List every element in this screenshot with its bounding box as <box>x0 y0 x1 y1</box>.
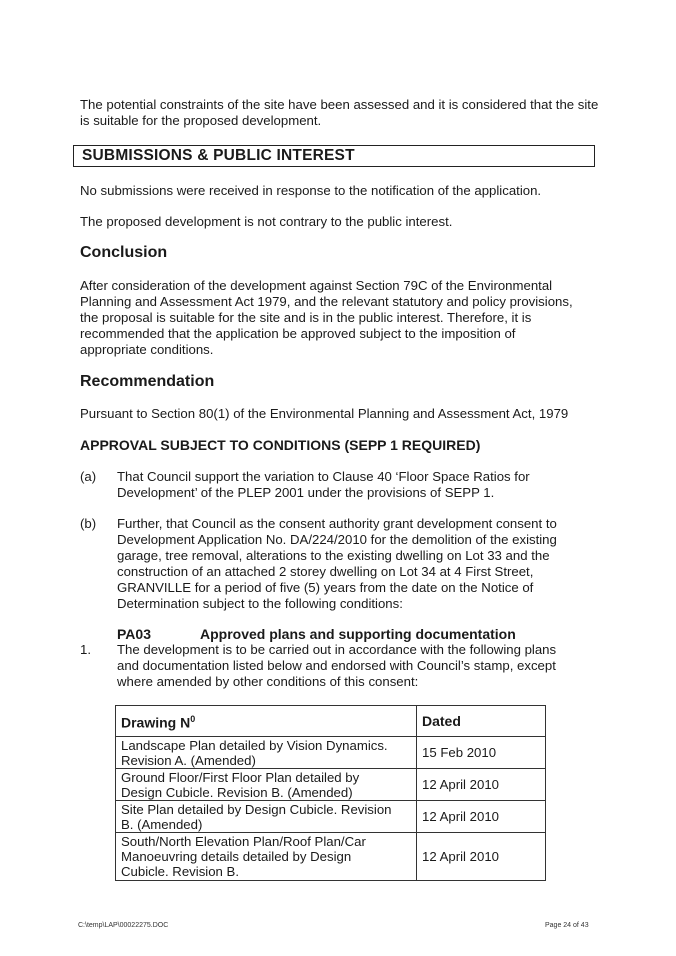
intro-paragraph: The potential constraints of the site have been assessed and it is considered that the site is suitable for the proposed development. <box>80 97 599 128</box>
item-a-line: Development’ of the PLEP 2001 under the provisions of SEPP 1. <box>117 485 495 500</box>
drawing-column-header: Drawing $N^0$ <box>116 706 417 737</box>
conclusion-line: recommended that the application be approved subject to the imposition of <box>80 326 516 341</box>
conclusion-line: After consideration of the development against Section 79C of the Environmental <box>80 278 553 293</box>
item-a-label: (a) <box>80 469 97 484</box>
footer-file-path: C:\temp\LAP\00022275.DOC <box>78 922 169 929</box>
item-b-label: (b) <box>80 516 97 531</box>
condition-line: The development is to be carried out in accordance with the following plans <box>117 642 557 657</box>
conclusion-heading: Conclusion <box>80 244 168 261</box>
item-b-line: Further, that Council as the consent authority grant development consent to <box>117 516 557 531</box>
condition-line: where amended by other conditions of this consent: <box>117 674 419 689</box>
table-row <box>116 737 546 769</box>
submissions-heading: SUBMISSIONS & PUBLIC INTEREST <box>82 147 355 164</box>
dated-cell: 15 Feb 2010 <box>417 737 546 769</box>
table-header-row <box>116 706 546 737</box>
item-b-line: Determination subject to the following conditions: <box>117 596 403 611</box>
drawing-cell: Ground Floor/First Floor Plan detailed by Design Cubicle. Revision B. (Amended) <box>116 769 417 801</box>
item-a-line: That Council support the variation to Clause 40 ‘Floor Space Ratios for <box>117 469 530 484</box>
table-row <box>116 801 546 833</box>
item-b-text <box>117 516 592 612</box>
dated-cell: 12 April 2010 <box>417 769 546 801</box>
header-superscript: 0 <box>190 713 196 724</box>
submissions-paragraph-1: No submissions were received in response to the notification of the application. <box>80 183 542 198</box>
submissions-heading-box <box>73 145 595 167</box>
drawing-cell: South/North Elevation Plan/Roof Plan/Car Manoeuvring details detailed by Design Cubicle. Revision B. <box>116 833 417 881</box>
footer-page-number: Page 24 of 43 <box>545 922 589 929</box>
condition-code: PA03 <box>117 626 151 642</box>
drawing-cell: Landscape Plan detailed by Vision Dynamics. Revision A. (Amended) <box>116 737 417 769</box>
approval-heading: APPROVAL SUBJECT TO CONDITIONS (SEPP 1 REQUIRED) <box>80 437 481 453</box>
condition-title: Approved plans and supporting documentation <box>200 626 516 642</box>
conclusion-line: Planning and Assessment Act 1979, and the relevant statutory and policy provisions, <box>80 294 573 309</box>
item-b-line: construction of an attached 2 storey dwelling on Lot 34 at 4 First Street, <box>117 564 534 579</box>
submissions-paragraph-2: The proposed development is not contrary to the public interest. <box>80 214 453 229</box>
dated-column-header: Dated <box>417 706 546 737</box>
item-b-line: GRANVILLE for a period of five (5) years from the date on the Notice of <box>117 580 534 595</box>
pursuant-text: Pursuant to Section 80(1) of the Environmental Planning and Assessment Act, 1979 <box>80 406 569 421</box>
recommendation-heading: Recommendation <box>80 373 215 390</box>
item-b-line: garage, tree removal, alterations to the existing dwelling on Lot 33 and the <box>117 548 550 563</box>
table-row <box>116 769 546 801</box>
plans-table <box>115 705 546 881</box>
condition-number: 1. <box>80 642 91 657</box>
dated-cell: 12 April 2010 <box>417 833 546 881</box>
conclusion-line: the proposal is suitable for the site and is in the public interest. Therefore, it is <box>80 310 532 325</box>
condition-line: and documentation listed below and endorsed with Council’s stamp, except <box>117 658 556 673</box>
drawing-cell: Site Plan detailed by Design Cubicle. Revision B. (Amended) <box>116 801 417 833</box>
dated-cell: 12 April 2010 <box>417 801 546 833</box>
item-b-line: Development Application No. DA/224/2010 for the demolition of the existing <box>117 532 557 547</box>
table-row <box>116 833 546 881</box>
conclusion-line: appropriate conditions. <box>80 342 214 357</box>
condition-text <box>117 642 592 690</box>
item-a-text <box>117 469 592 501</box>
conclusion-paragraph <box>80 278 610 358</box>
